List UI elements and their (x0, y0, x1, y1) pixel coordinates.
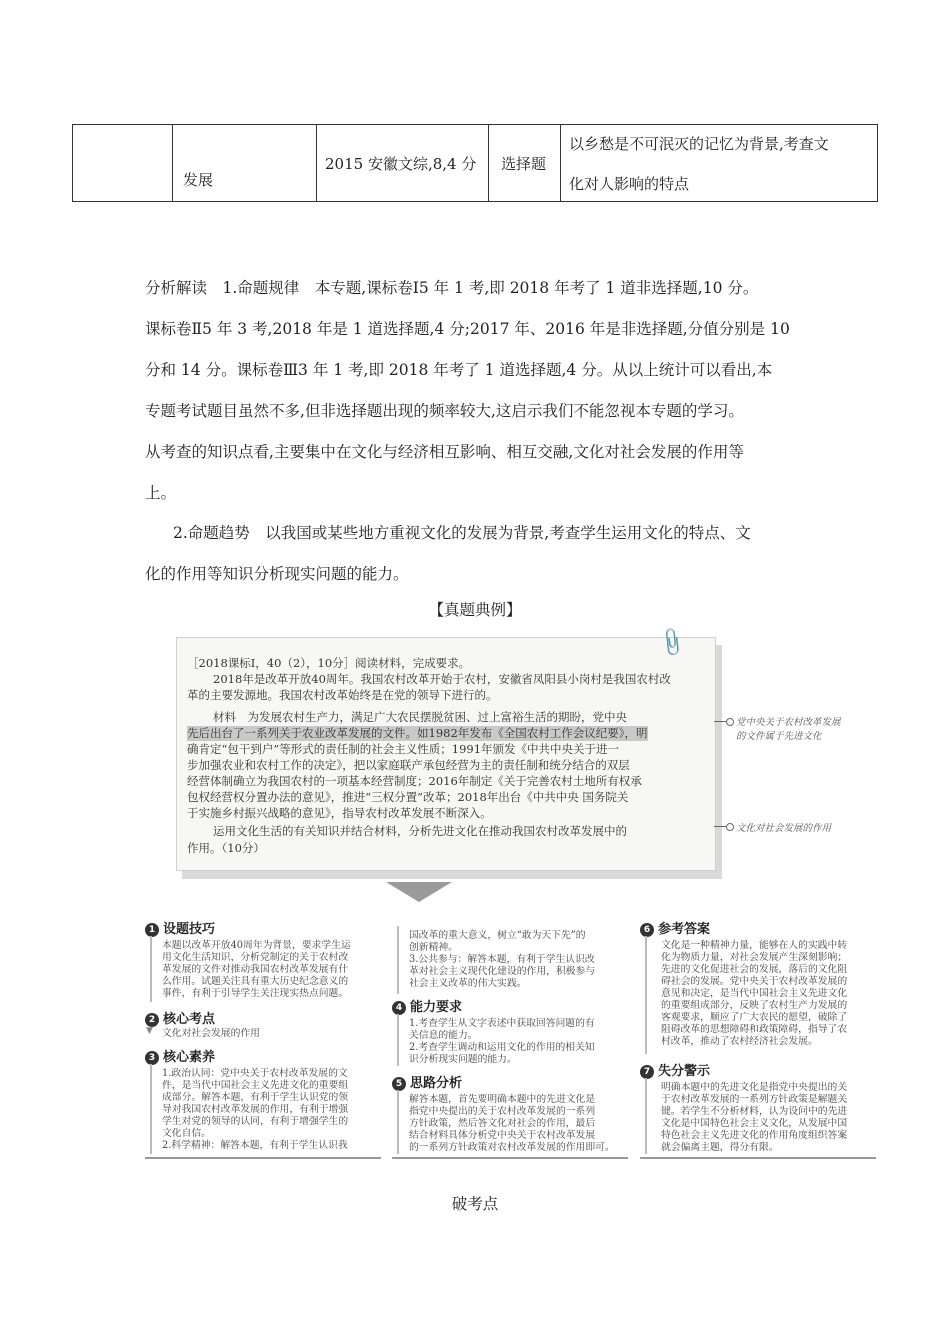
section-bar (397, 926, 399, 994)
number-1-icon: 1 (145, 923, 159, 937)
section-text: 本题以改革开放40周年为背景，要求学生运 (162, 940, 351, 951)
section-text: 文化自信。 (162, 1128, 211, 1139)
section-title-3: 3 核心素养 (145, 1046, 215, 1065)
section-text: 先进的文化促进社会的发展，落后的文化阻 (661, 964, 848, 975)
section-text: 么作用。试题关注具有重大历史纪念意义的 (162, 976, 349, 987)
number-3-icon: 3 (145, 1051, 159, 1065)
arrow-icon: ▼ (146, 1026, 153, 1036)
card-line: 步加强农业和农村工作的决定》，把以家庭联产承包经营为主的责任制和统分结合的双层 (187, 758, 630, 772)
section-bar (150, 1064, 152, 1154)
analysis-line: 2.命题趋势 以我国或某些地方重视文化的发展为背景,考查学生运用文化的特点、文 (173, 524, 751, 542)
section-text: 事件，有利于引导学生关注现实热点问题。 (162, 988, 349, 999)
column-divider (392, 1157, 628, 1159)
section-text: 客观要求，顺应了广大农民的愿望，破除了 (661, 1012, 848, 1023)
section-title-4: 4 能力要求 (392, 996, 462, 1015)
note-line: 党中央关于农村改革发展 (736, 717, 841, 728)
analysis-line: 专题考试题目虽然不多,但非选择题出现的频率较大,这启示我们不能忽视本专题的学习。 (145, 402, 744, 420)
section-text: 2.考查学生调动和运用文化的作用的相关知 (409, 1042, 595, 1053)
section-text: 方针政策，然后答文化对社会的作用，最后 (409, 1118, 596, 1129)
section-title-1: 1 设题技巧 (145, 918, 215, 937)
section-text: 文化是中国特色社会主义文化，从发展中国 (661, 1118, 848, 1129)
section-bar (397, 1014, 399, 1066)
section-text: 导对我国农村改革发展的作用，有利于增强 (162, 1104, 349, 1115)
section-text: 文化对社会发展的作用 (162, 1028, 260, 1039)
column-divider (640, 1157, 876, 1159)
section-text: 革对社会主义现代化建设的作用，积极参与 (409, 966, 596, 977)
number-6-icon: 6 (640, 923, 654, 937)
section-bar (645, 936, 647, 1054)
section-bar (397, 1090, 399, 1154)
section-text: 明确本题中的先进文化是指党中央提出的关 (661, 1082, 848, 1093)
analysis-line: 分析解读 1.命题规律 本专题,课标卷Ⅰ5 年 1 考,即 2018 年考了 1 道非选择题,10 分。 (145, 279, 759, 297)
card-line: 2018年是改革开放40周年。我国农村改革开始于农村，安徽省凤阳县小岗村是我国农村改 (213, 672, 671, 686)
section-text: 指党中央提出的关于农村改革发展的一系列 (409, 1106, 596, 1117)
section-text: 特色社会主义先进文化的作用角度组织答案 (661, 1130, 848, 1141)
analysis-line: 上。 (145, 484, 177, 502)
number-4-icon: 4 (392, 1001, 406, 1015)
section-text: 3.公共参与：解答本题，有利于学生认识改 (409, 954, 595, 965)
section-text: 化为物质力量，对社会发展产生深刻影响； (661, 952, 848, 963)
section-text: 解答本题，首先要明确本题中的先进文化是 (409, 1094, 596, 1105)
section-text: 1.政治认同：党中央关于农村改革发展的文 (162, 1068, 348, 1079)
section-text: 意见和决定，是当代中国社会主义先进文化 (661, 988, 848, 999)
card-line: 作用。（10分） (187, 841, 265, 855)
question-card (176, 625, 716, 871)
note-dot-icon (726, 718, 734, 726)
section-text: 成部分。解答本题，有利于学生认识党的领 (162, 1092, 349, 1103)
section-bar (150, 936, 152, 1002)
section-text: 就会偏离主题，得分有限。 (661, 1142, 779, 1153)
section-text: 关信息的能力。 (409, 1030, 478, 1041)
down-triangle-icon (386, 882, 452, 902)
card-line: 先后出台了一系列关于农业改革发展的文件。如1982年发布《全国农村工作会议纪要》，明 (187, 726, 648, 740)
column-divider (145, 1157, 381, 1159)
card-line: 包权经营权分置办法的意见》，推进“三权分置”改革；2018年出台《中共中央 国务院关 (187, 790, 629, 804)
section-text: 的重要组成部分，反映了农村生产力发展的 (661, 1000, 848, 1011)
note-dot-icon (726, 823, 734, 831)
number-2-icon: 2 (145, 1013, 159, 1027)
card-line: 经营体制确立为我国农村的一项基本经营制度；2016年制定《关于完善农村土地所有权承 (187, 774, 642, 788)
number-7-icon: 7 (640, 1065, 654, 1079)
card-line: 确肯定“包干到户”等形式的责任制的社会主义性质；1991年颁发《中共中央关于进一 (187, 742, 620, 756)
analysis-line: 从考查的知识点看,主要集中在文化与经济相互影响、相互交融,文化对社会发展的作用等 (145, 443, 744, 461)
section-title-5: 5 思路分析 (392, 1072, 462, 1091)
section-text: 结合材料具体分析党中央关于农村改革发展 (409, 1130, 596, 1141)
table-cell-source: 2015 安徽文综,8,4 分 (317, 125, 489, 201)
section-text: 阻碍改革的思想障碍和政策障碍，指导了农 (661, 1024, 848, 1035)
section-text: 创新精神。 (409, 942, 458, 953)
card-line: 运用文化生活的有关知识并结合材料，分析先进文化在推动我国农村改革发展中的 (213, 824, 627, 838)
section-text: 碍社会的发展。党中央关于农村改革发展的 (661, 976, 848, 987)
analysis-line: 课标卷Ⅱ5 年 3 考,2018 年是 1 道选择题,4 分;2017 年、2016 年是非选择题,分值分别是 10 (145, 320, 790, 338)
section-text: 文化是一种精神力量，能够在人的实践中转 (661, 940, 848, 951)
analysis-line: 化的作用等知识分析现实问题的能力。 (145, 565, 409, 583)
card-line: ［2018课标Ⅰ，40（2），10分］阅读材料，完成要求。 (187, 656, 471, 670)
analysis-line: 分和 14 分。课标卷Ⅲ3 年 1 考,即 2018 年考了 1 道选择题,4 分。从以上统计可以看出,本 (145, 361, 773, 379)
section-text: 2.科学精神：解答本题，有利于学生认识我 (162, 1140, 348, 1151)
note-line: 文化对社会发展的作用 (736, 823, 832, 834)
table-cell-topic: 发展 (173, 125, 317, 201)
number-5-icon: 5 (392, 1077, 406, 1091)
note-connector (714, 826, 726, 827)
section-title-6: 6 参考答案 (640, 918, 710, 937)
note-connector (714, 721, 726, 722)
section-text: 于农村改革发展的一系列方针政策是解题关 (661, 1094, 848, 1105)
section-text: 国改革的重大意义，树立“敢为天下先”的 (409, 930, 586, 941)
section-text: 学生对党的领导的认同，有利于增强学生的 (162, 1116, 349, 1127)
section-text: 识分析现实问题的能力。 (409, 1054, 517, 1065)
section-text: 革发展的文件对推动我国农村改革发展有什 (162, 964, 349, 975)
note-line: 的文件属于先进文化 (736, 731, 822, 742)
section-text: 件，是当代中国社会主义先进文化的重要组 (162, 1080, 349, 1091)
card-line: 于实施乡村振兴战略的意见》，指导农村改革发展不断深入。 (187, 806, 492, 820)
example-title: 【真题典例】 (428, 601, 522, 619)
section-text: 用文化生活知识，分析党制定的关于农村改 (162, 952, 349, 963)
section-title-7: 7 失分警示 (640, 1060, 710, 1079)
section-text: 村改革，推动了农村经济社会发展。 (661, 1036, 818, 1047)
section-text: 的一系列方针政策对农村改革发展的作用即可。 (409, 1142, 615, 1153)
table-cell-description: 以乡愁是不可泯灭的记忆为背景,考查文 化对人影响的特点 (569, 135, 829, 193)
table-cell-type: 选择题 (489, 125, 561, 201)
exam-table (72, 124, 878, 202)
section-text: 键。若学生不分析材料，认为设问中的先进 (661, 1106, 848, 1117)
section-text: 1.考查学生从文字表述中获取回答问题的有 (409, 1018, 595, 1029)
section-title-2: 2 核心考点 (145, 1008, 215, 1027)
section-bar (645, 1078, 647, 1154)
footer-heading: 破考点 (451, 1195, 499, 1213)
card-line: 革的主要发源地。我国农村改革始终是在党的领导下进行的。 (187, 688, 498, 702)
paperclip-icon: 📎 (655, 625, 690, 659)
section-text: 社会主义改革的伟大实践。 (409, 978, 527, 989)
card-line: 材料 为发展农村生产力，满足广大农民摆脱贫困、过上富裕生活的期盼，党中央 (213, 710, 627, 724)
table-cell-empty (73, 125, 173, 201)
